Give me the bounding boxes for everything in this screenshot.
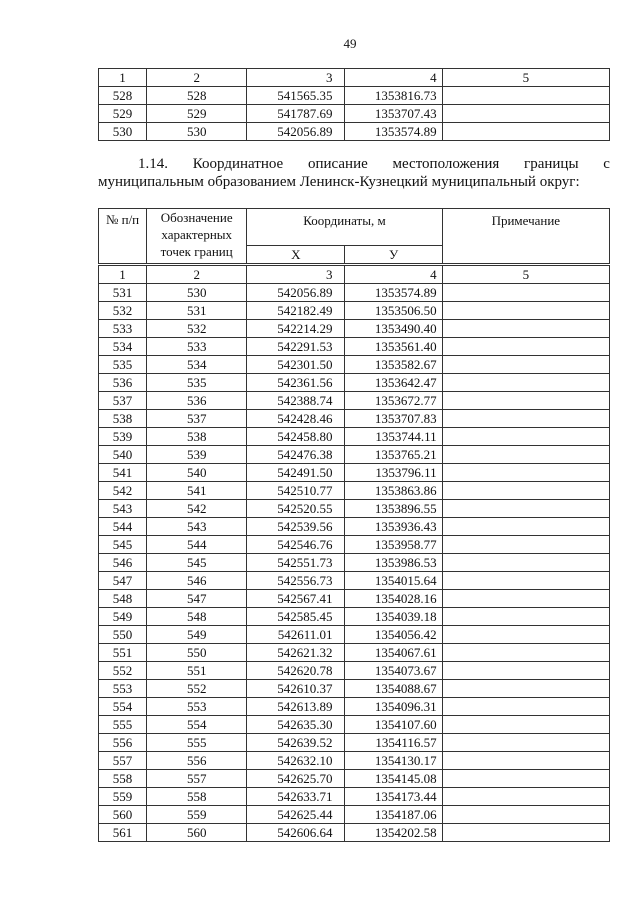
table-row [99,752,610,770]
cell-y: 4 [345,69,442,87]
cell-note [442,518,609,536]
cell-note [442,770,609,788]
cell-no: 538 [99,410,147,428]
cell-no: 533 [99,320,147,338]
cell-note [442,572,609,590]
header-coordinates: Координаты, м [247,209,442,246]
cell-y: 1353582.67 [345,356,442,374]
cell-x: 542606.64 [247,824,345,842]
cell-designation: 551 [147,662,247,680]
cell-no: 561 [99,824,147,842]
heading-word: 1.14. [138,156,168,172]
cell-y: 1354039.18 [345,608,442,626]
cell-note [442,698,609,716]
cell-designation: 548 [147,608,247,626]
cell-no: 543 [99,500,147,518]
cell-designation: 540 [147,464,247,482]
cell-note [442,662,609,680]
cell-note [442,320,609,338]
cell-no: 558 [99,770,147,788]
cell-designation: 538 [147,428,247,446]
cell-designation: 535 [147,374,247,392]
table-row [99,428,610,446]
cell-x: 542611.01 [247,626,345,644]
cell-no: 548 [99,590,147,608]
table-row [99,356,610,374]
cell-y: 1354067.61 [345,644,442,662]
cell-x: 542458.80 [247,428,345,446]
cell-x: 542056.89 [247,123,345,141]
cell-designation: 549 [147,626,247,644]
table-row [99,392,610,410]
table-row [99,590,610,608]
cell-y: 1353896.55 [345,500,442,518]
cell-no: 545 [99,536,147,554]
cell-designation: 533 [147,338,247,356]
table-row [99,464,610,482]
cell-x: 541787.69 [247,105,345,123]
cell-no: 1 [99,69,147,87]
cell-y: 4 [345,265,442,284]
cell-y: 1354187.06 [345,806,442,824]
cell-note [442,716,609,734]
table-row [99,410,610,428]
cell-y: 1354173.44 [345,788,442,806]
cell-designation: 556 [147,752,247,770]
cell-no: 554 [99,698,147,716]
table-row [99,482,610,500]
cell-x: 542182.49 [247,302,345,320]
section-heading-line2: муниципальным образованием Ленинск-Кузнецкий муниципальный округ: [98,174,580,190]
cell-x: 542361.56 [247,374,345,392]
cell-x: 542639.52 [247,734,345,752]
cell-x: 3 [247,265,345,284]
cell-designation: 2 [147,69,247,87]
cell-designation: 2 [147,265,247,284]
cell-x: 542301.50 [247,356,345,374]
cell-y: 1354088.67 [345,680,442,698]
cell-designation: 534 [147,356,247,374]
cell-no: 549 [99,608,147,626]
cell-y: 1353707.83 [345,410,442,428]
cell-no: 531 [99,284,147,302]
section-heading [98,155,610,191]
table-row [99,554,610,572]
cell-designation: 552 [147,680,247,698]
table-row [99,105,610,123]
coordinates-table [98,208,610,842]
cell-note [442,644,609,662]
cell-no: 528 [99,87,147,105]
table-row [99,87,610,105]
cell-note [442,626,609,644]
cell-note [442,806,609,824]
cell-y: 1354028.16 [345,590,442,608]
cell-x: 542428.46 [247,410,345,428]
cell-no: 552 [99,662,147,680]
cell-x: 542633.71 [247,788,345,806]
cell-x: 542551.73 [247,554,345,572]
cell-y: 1353506.50 [345,302,442,320]
table-row [99,500,610,518]
cell-x: 542476.38 [247,446,345,464]
table-row [99,338,610,356]
cell-y: 1353744.11 [345,428,442,446]
cell-note: 5 [442,265,609,284]
header-x: X [247,246,345,265]
cell-x: 542613.89 [247,698,345,716]
cell-no: 559 [99,788,147,806]
cell-y: 1353958.77 [345,536,442,554]
cell-designation: 537 [147,410,247,428]
table-row [99,716,610,734]
header-no: № п/п [99,209,147,265]
cell-note [442,464,609,482]
cell-note [442,824,609,842]
cell-y: 1353490.40 [345,320,442,338]
table-row [99,374,610,392]
page-number: 49 [343,36,357,51]
cell-y: 1354116.57 [345,734,442,752]
table-row [99,69,610,87]
table-row [99,626,610,644]
cell-no: 1 [99,265,147,284]
cell-x: 542214.29 [247,320,345,338]
table-row [99,320,610,338]
heading-word: с [603,156,610,172]
cell-note [442,356,609,374]
cell-no: 542 [99,482,147,500]
cell-y: 1353561.40 [345,338,442,356]
cell-designation: 544 [147,536,247,554]
cell-x: 542291.53 [247,338,345,356]
cell-x: 542491.50 [247,464,345,482]
cell-y: 1353707.43 [345,105,442,123]
cell-no: 541 [99,464,147,482]
cell-note [442,123,609,141]
table-row [99,446,610,464]
cell-note [442,482,609,500]
table-row [99,123,610,141]
cell-x: 541565.35 [247,87,345,105]
table-row [99,536,610,554]
cell-designation: 555 [147,734,247,752]
cell-designation: 550 [147,644,247,662]
cell-no: 535 [99,356,147,374]
cell-note [442,284,609,302]
cell-note [442,500,609,518]
cell-x: 542388.74 [247,392,345,410]
table-row [99,698,610,716]
section-heading-line1 [98,155,610,173]
table-row [99,806,610,824]
cell-note [442,536,609,554]
table-row [99,680,610,698]
table-row [99,518,610,536]
cell-note: 5 [442,69,609,87]
cell-no: 539 [99,428,147,446]
cell-y: 1353936.43 [345,518,442,536]
cell-designation: 545 [147,554,247,572]
cell-x: 542056.89 [247,284,345,302]
cell-x: 542621.32 [247,644,345,662]
cell-x: 542632.10 [247,752,345,770]
cell-no: 546 [99,554,147,572]
cell-designation: 536 [147,392,247,410]
cell-no: 529 [99,105,147,123]
header-note: Примечание [442,209,609,265]
cell-x: 542585.45 [247,608,345,626]
cell-no: 532 [99,302,147,320]
cell-designation: 530 [147,284,247,302]
table-row [99,644,610,662]
cell-y: 1353796.11 [345,464,442,482]
table-row [99,824,610,842]
cell-y: 1354202.58 [345,824,442,842]
heading-word: границы [524,156,579,172]
cell-note [442,374,609,392]
cell-note [442,590,609,608]
cell-y: 1353863.86 [345,482,442,500]
cell-y: 1353986.53 [345,554,442,572]
cell-no: 557 [99,752,147,770]
heading-word: Координатное [192,156,284,172]
table-row [99,662,610,680]
cell-y: 1353642.47 [345,374,442,392]
cell-note [442,734,609,752]
cell-x: 542625.70 [247,770,345,788]
cell-no: 544 [99,518,147,536]
cell-designation: 553 [147,698,247,716]
cell-note [442,446,609,464]
cell-x: 542539.56 [247,518,345,536]
cell-no: 560 [99,806,147,824]
heading-word: описание [307,156,368,172]
cell-note [442,105,609,123]
cell-x: 542635.30 [247,716,345,734]
cell-note [442,554,609,572]
cell-y: 1354145.08 [345,770,442,788]
cell-designation: 539 [147,446,247,464]
table-row [99,608,610,626]
cell-designation: 546 [147,572,247,590]
table-row [99,788,610,806]
cell-y: 1354096.31 [345,698,442,716]
heading-word: местоположения [392,156,500,172]
cell-note [442,788,609,806]
cell-designation: 554 [147,716,247,734]
cell-note [442,752,609,770]
cell-x: 542520.55 [247,500,345,518]
cell-designation: 541 [147,482,247,500]
cell-designation: 543 [147,518,247,536]
cell-y: 1353574.89 [345,123,442,141]
cell-x: 542620.78 [247,662,345,680]
cell-x: 542567.41 [247,590,345,608]
cell-note [442,302,609,320]
cell-no: 547 [99,572,147,590]
cell-x: 3 [247,69,345,87]
cell-designation: 547 [147,590,247,608]
cell-no: 550 [99,626,147,644]
cell-no: 556 [99,734,147,752]
cell-x: 542625.44 [247,806,345,824]
cell-y: 1354107.60 [345,716,442,734]
table-row [99,302,610,320]
cell-x: 542510.77 [247,482,345,500]
cell-designation: 530 [147,123,247,141]
cell-note [442,428,609,446]
cell-no: 551 [99,644,147,662]
cell-note [442,392,609,410]
cell-no: 536 [99,374,147,392]
cell-no: 534 [99,338,147,356]
cell-designation: 529 [147,105,247,123]
cell-note [442,338,609,356]
cell-y: 1353672.77 [345,392,442,410]
cell-no: 555 [99,716,147,734]
cell-y: 1354015.64 [345,572,442,590]
cell-designation: 542 [147,500,247,518]
cell-designation: 557 [147,770,247,788]
cell-note [442,680,609,698]
cell-no: 530 [99,123,147,141]
table-row [99,734,610,752]
cell-y: 1353574.89 [345,284,442,302]
cell-designation: 532 [147,320,247,338]
cell-x: 542546.76 [247,536,345,554]
cell-note [442,410,609,428]
continuation-table [98,68,610,141]
cell-designation: 559 [147,806,247,824]
table-row [99,770,610,788]
table-row [99,265,610,284]
cell-note [442,87,609,105]
table-row [99,572,610,590]
cell-no: 553 [99,680,147,698]
cell-y: 1354073.67 [345,662,442,680]
cell-designation: 560 [147,824,247,842]
cell-designation: 558 [147,788,247,806]
table-row [99,284,610,302]
cell-no: 540 [99,446,147,464]
cell-x: 542610.37 [247,680,345,698]
cell-no: 537 [99,392,147,410]
cell-y: 1354130.17 [345,752,442,770]
cell-x: 542556.73 [247,572,345,590]
cell-designation: 528 [147,87,247,105]
cell-note [442,608,609,626]
cell-y: 1353816.73 [345,87,442,105]
cell-designation: 531 [147,302,247,320]
cell-y: 1354056.42 [345,626,442,644]
header-y: У [345,246,442,265]
header-designation: Обозначение характерных точек границ [147,209,247,265]
cell-y: 1353765.21 [345,446,442,464]
